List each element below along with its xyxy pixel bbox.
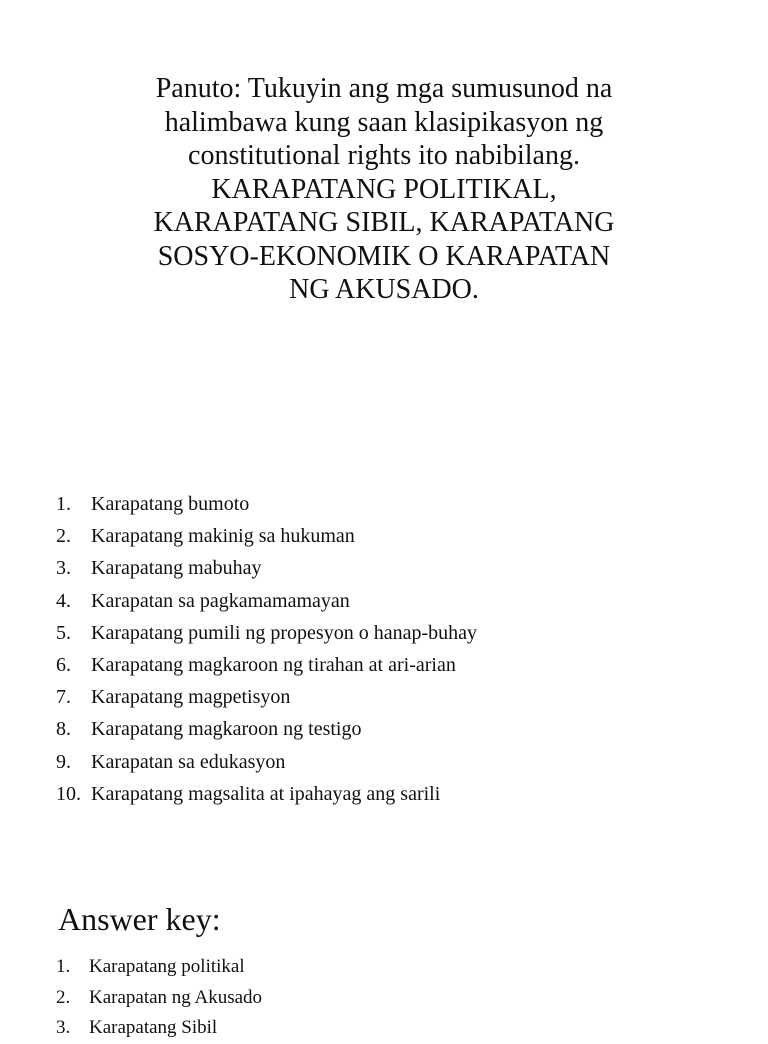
question-item xyxy=(56,520,477,552)
answer-text: Karapatang Sibil xyxy=(89,1017,218,1038)
question-text: Karapatang bumoto xyxy=(91,493,250,515)
instructions-line: constitutional rights ito nabibilang. xyxy=(188,140,580,171)
question-number: 10. xyxy=(56,782,81,805)
answer-key-list xyxy=(56,952,262,1044)
question-text: Karapatang makinig sa hukuman xyxy=(91,525,355,548)
question-text: Karapatang mabuhay xyxy=(91,557,262,580)
instructions-line: KARAPATANG SIBIL, KARAPATANG xyxy=(153,207,615,238)
answer-number: 1. xyxy=(56,956,71,977)
instructions-line: KARAPATANG POLITIKAL, xyxy=(211,173,557,205)
question-text: Karapatang magsalita at ipahayag ang sarili xyxy=(91,782,441,805)
question-item xyxy=(56,649,477,681)
question-text: Karapatang pumili ng propesyon o hanap-buhay xyxy=(91,621,478,644)
question-item xyxy=(56,552,477,584)
question-number: 4. xyxy=(56,589,71,612)
instructions-line: NG AKUSADO. xyxy=(289,274,479,305)
answer-item xyxy=(56,1013,262,1044)
question-item xyxy=(56,778,477,810)
question-text: Karapatang magkaroon ng tirahan at ari-arian xyxy=(91,653,456,676)
answer-number: 2. xyxy=(56,986,71,1008)
question-item xyxy=(56,713,477,745)
instructions-paragraph xyxy=(110,72,658,307)
question-list xyxy=(56,488,477,810)
answer-text: Karapatan ng Akusado xyxy=(89,986,263,1008)
question-number: 7. xyxy=(56,686,71,709)
answer-item xyxy=(56,983,262,1014)
question-number: 1. xyxy=(56,493,71,515)
question-number: 8. xyxy=(56,718,71,741)
instructions-line: Panuto: Tukuyin ang mga sumusunod na xyxy=(155,73,613,104)
question-number: 9. xyxy=(56,750,71,773)
question-number: 3. xyxy=(56,557,71,580)
question-text: Karapatang magkaroon ng testigo xyxy=(91,718,362,741)
question-number: 2. xyxy=(56,525,71,548)
question-item xyxy=(56,681,477,713)
question-number: 5. xyxy=(56,621,71,644)
question-item xyxy=(56,585,477,617)
instructions-line: halimbawa kung saan klasipikasyon ng xyxy=(164,106,604,138)
answer-number: 3. xyxy=(56,1017,71,1038)
question-text: Karapatan sa edukasyon xyxy=(91,750,286,773)
question-item xyxy=(56,488,477,520)
answer-item xyxy=(56,952,262,983)
question-item xyxy=(56,617,477,649)
question-text: Karapatan sa pagkamamamayan xyxy=(91,589,350,612)
question-text: Karapatang magpetisyon xyxy=(91,686,291,709)
question-item xyxy=(56,746,477,778)
answer-text: Karapatang politikal xyxy=(89,956,245,977)
instructions-line: SOSYO-EKONOMIK O KARAPATAN xyxy=(157,240,611,272)
question-number: 6. xyxy=(56,653,71,676)
answer-key-heading: Answer key: xyxy=(58,901,221,937)
